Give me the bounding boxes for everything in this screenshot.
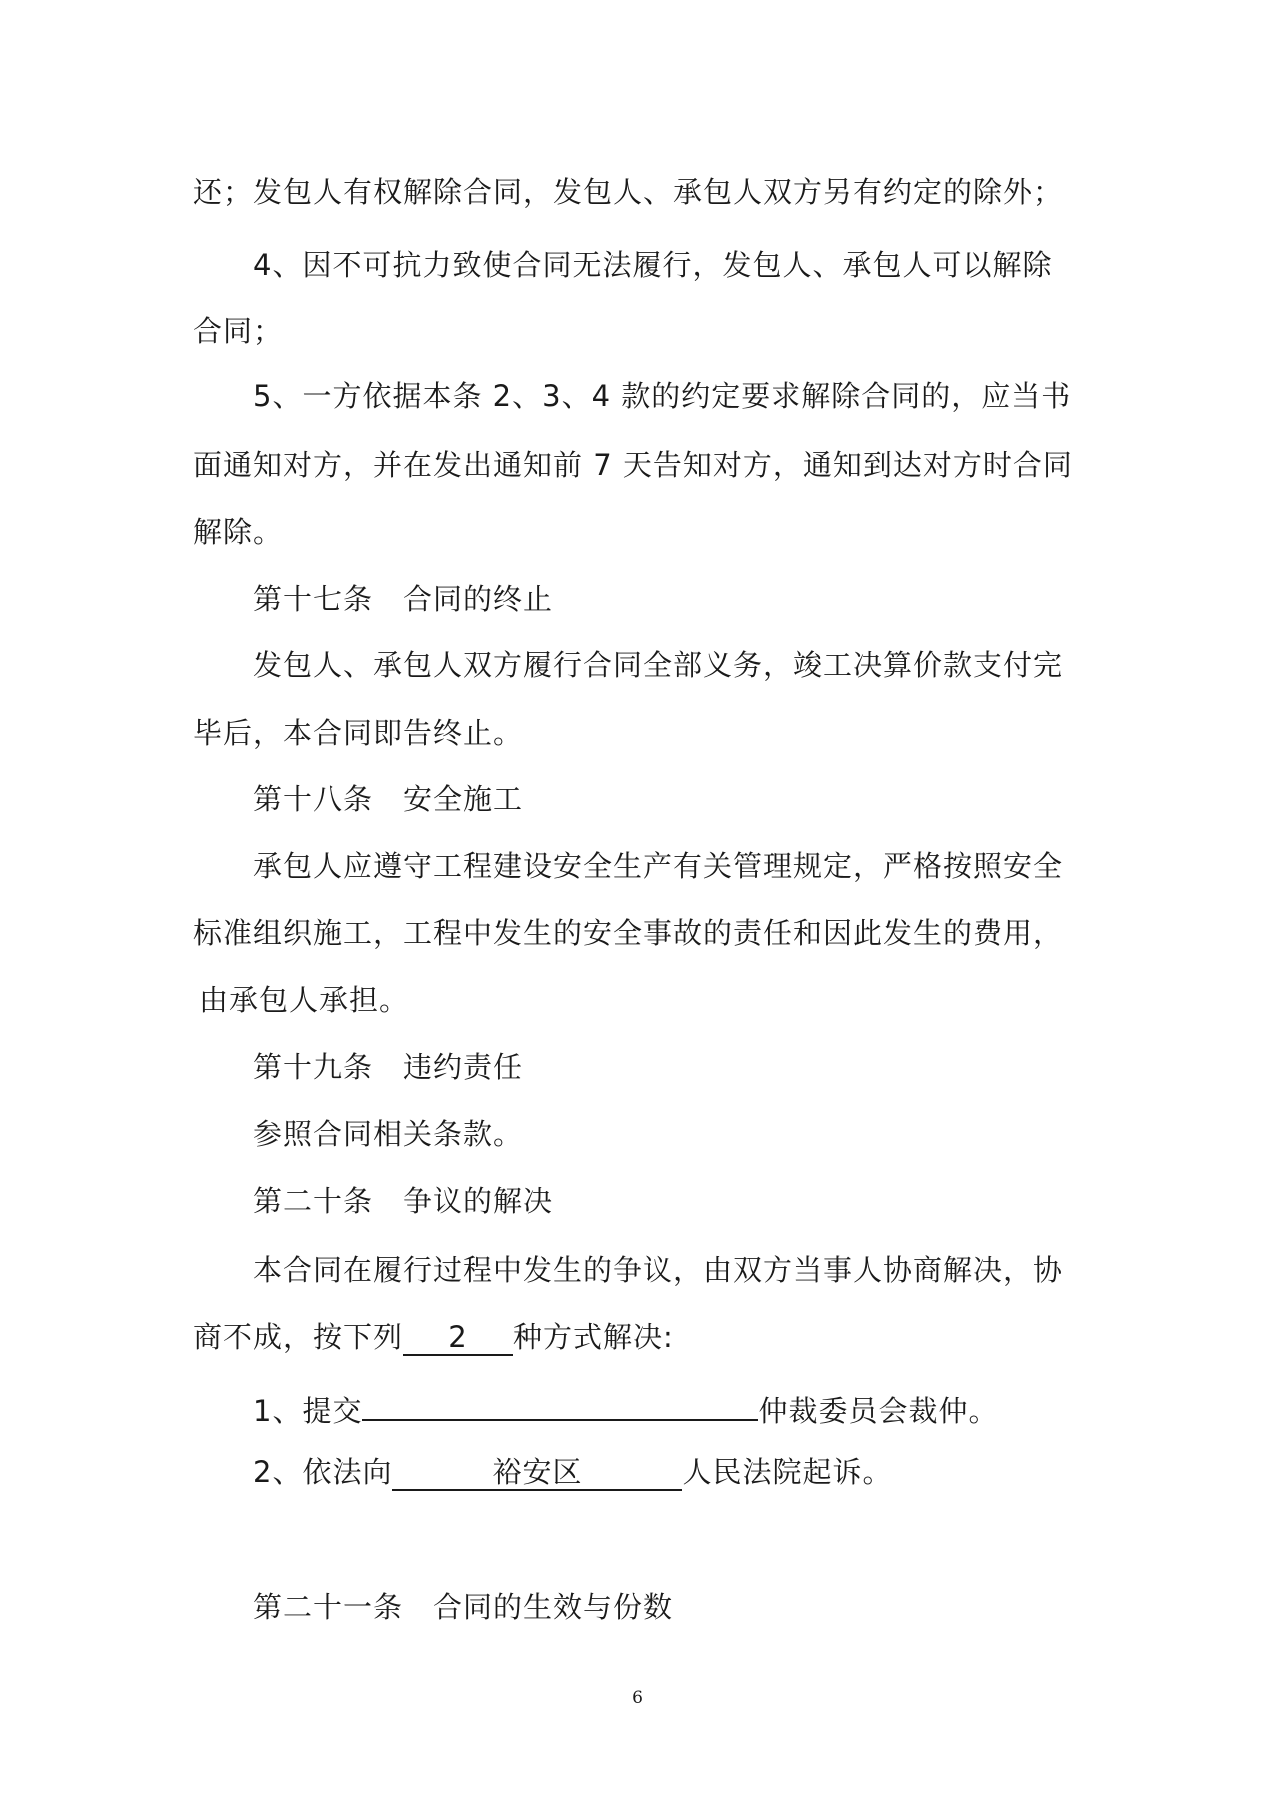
method-count-blank: 2 xyxy=(403,1320,513,1356)
paragraph-line: 合同； xyxy=(193,314,284,348)
option1-prefix: 1、提交 xyxy=(253,1394,363,1428)
article-heading: 第十七条 合同的终止 xyxy=(253,582,554,616)
dispute-method-line xyxy=(193,1317,674,1357)
arbitration-committee-blank xyxy=(362,1385,758,1421)
dispute-method-prefix: 商不成，按下列 xyxy=(193,1320,404,1354)
paragraph-line: 发包人、承包人双方履行合同全部义务，竣工决算价款支付完 xyxy=(253,648,1064,682)
court-location-blank: 裕安区 xyxy=(392,1455,682,1491)
court-option-line xyxy=(253,1452,892,1492)
paragraph-line: 参照合同相关条款。 xyxy=(253,1117,524,1151)
article-heading: 第十八条 安全施工 xyxy=(253,782,524,816)
paragraph-line: 5、一方依据本条 2、3、4 款的约定要求解除合同的，应当书 xyxy=(253,379,1072,413)
option2-suffix: 人民法院起诉。 xyxy=(682,1455,893,1489)
article-heading: 第二十条 争议的解决 xyxy=(253,1184,554,1218)
article-heading: 第十九条 违约责任 xyxy=(253,1050,524,1084)
paragraph-line: 面通知对方，并在发出通知前 7 天告知对方，通知到达对方时合同 xyxy=(193,448,1073,482)
paragraph-line: 承包人应遵守工程建设安全生产有关管理规定，严格按照安全 xyxy=(253,849,1064,883)
paragraph-line: 标准组织施工，工程中发生的安全事故的责任和因此发生的费用， xyxy=(193,916,1064,950)
option2-prefix: 2、依法向 xyxy=(253,1455,393,1489)
article-heading: 第二十一条 合同的生效与份数 xyxy=(253,1590,674,1624)
paragraph-line: 解除。 xyxy=(193,515,284,549)
paragraph-line: 本合同在履行过程中发生的争议，由双方当事人协商解决，协 xyxy=(253,1253,1064,1287)
option1-suffix: 仲裁委员会裁仲。 xyxy=(758,1394,999,1428)
paragraph-line: 毕后，本合同即告终止。 xyxy=(193,716,524,750)
paragraph-line: 4、因不可抗力致使合同无法履行，发包人、承包人可以解除 xyxy=(253,248,1053,282)
paragraph-line: 由承包人承担。 xyxy=(199,983,410,1017)
paragraph-line: 还；发包人有权解除合同，发包人、承包人双方另有约定的除外； xyxy=(193,175,1064,209)
dispute-method-suffix: 种方式解决: xyxy=(513,1320,674,1354)
page-number: 6 xyxy=(632,1688,643,1708)
arbitration-option-line xyxy=(253,1385,998,1431)
